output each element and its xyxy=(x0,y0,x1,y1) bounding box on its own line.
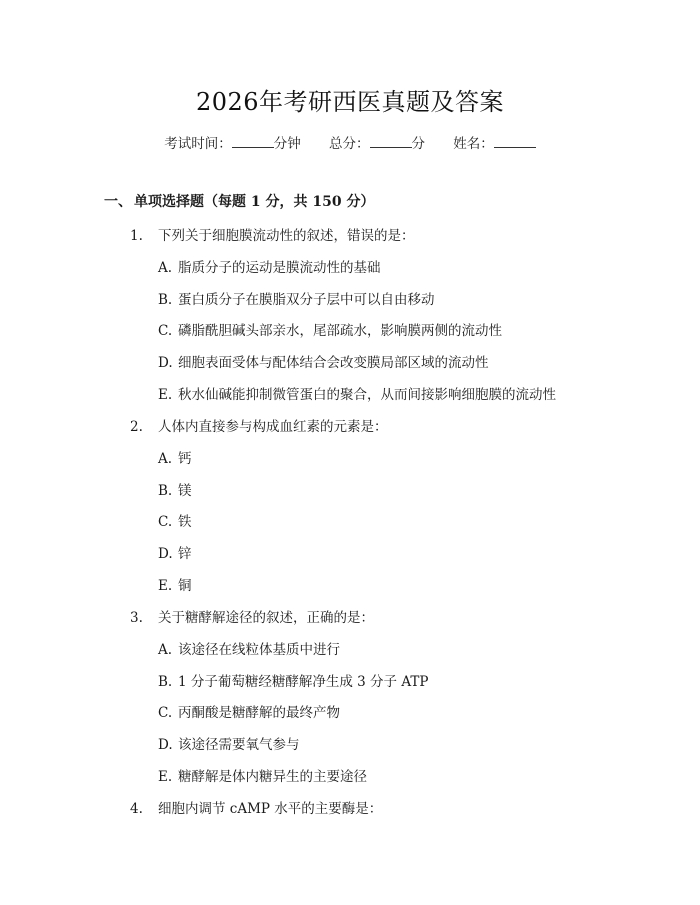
option-text: 铁 xyxy=(178,514,192,530)
question-stem: 人体内直接参与构成血红素的元素是： xyxy=(158,419,388,435)
exam-time-field xyxy=(164,132,301,152)
option-text: 该途径需要氧气参与 xyxy=(178,737,300,753)
option-letter: A. xyxy=(158,451,173,467)
option-letter: A. xyxy=(158,260,173,276)
question-stem: 细胞内调节 cAMP 水平的主要酶是： xyxy=(158,801,383,817)
question-1-option-e xyxy=(158,383,556,403)
name-label: 姓名： xyxy=(453,136,494,152)
option-text: 秋水仙碱能抑制微管蛋白的聚合，从而间接影响细胞膜的流动性 xyxy=(178,387,556,403)
question-2-option-d xyxy=(158,542,192,562)
question-2-option-b xyxy=(158,479,192,499)
question-3-option-a xyxy=(158,638,340,658)
option-letter: C. xyxy=(158,323,173,339)
option-text: 钙 xyxy=(178,451,192,467)
total-score-label: 总分： xyxy=(329,136,370,152)
total-score-blank xyxy=(370,135,412,148)
name-blank xyxy=(494,135,536,148)
option-letter: C. xyxy=(158,514,173,530)
option-letter: A. xyxy=(158,642,173,658)
section-heading xyxy=(104,191,374,211)
option-letter: D. xyxy=(158,355,173,371)
option-text: 细胞表面受体与配体结合会改变膜局部区域的流动性 xyxy=(178,355,489,371)
option-letter: E. xyxy=(158,578,173,594)
exam-time-blank xyxy=(232,135,274,148)
question-stem: 下列关于细胞膜流动性的叙述，错误的是： xyxy=(158,228,415,244)
question-2-option-a xyxy=(158,447,192,467)
section-title: 单项选择题（每题 1 分，共 150 分） xyxy=(134,194,375,210)
question-2 xyxy=(130,415,388,435)
page-title: 2026年考研西医真题及答案 xyxy=(195,88,505,116)
option-text: 该途径在线粒体基质中进行 xyxy=(178,642,340,658)
question-4 xyxy=(130,797,382,817)
exam-time-unit: 分钟 xyxy=(273,136,301,152)
question-1 xyxy=(130,224,415,244)
option-text: 脂质分子的运动是膜流动性的基础 xyxy=(178,260,381,276)
option-text: 蛋白质分子在膜脂双分子层中可以自由移动 xyxy=(178,292,435,308)
question-2-option-c xyxy=(158,510,192,530)
question-number: 1. xyxy=(130,228,143,244)
question-1-option-b xyxy=(158,288,435,308)
question-3-option-e xyxy=(158,765,367,785)
question-stem: 关于糖酵解途径的叙述，正确的是： xyxy=(158,610,374,626)
question-1-option-d xyxy=(158,351,489,371)
question-3 xyxy=(130,606,374,626)
option-letter: E. xyxy=(158,769,173,785)
option-text: 镁 xyxy=(178,483,192,499)
question-2-option-e xyxy=(158,574,192,594)
total-score-field xyxy=(329,132,425,152)
option-text: 1 分子葡萄糖经糖酵解净生成 3 分子 ATP xyxy=(178,674,429,690)
question-1-option-c xyxy=(158,319,502,339)
total-score-unit: 分 xyxy=(411,136,425,152)
question-3-option-d xyxy=(158,733,300,753)
question-3-option-c xyxy=(158,701,340,721)
exam-time-label: 考试时间： xyxy=(164,136,232,152)
option-text: 糖酵解是体内糖异生的主要途径 xyxy=(178,769,367,785)
question-1-option-a xyxy=(158,256,381,276)
option-letter: D. xyxy=(158,546,173,562)
section-number: 一、 xyxy=(104,194,132,210)
option-letter: B. xyxy=(158,674,173,690)
exam-meta xyxy=(0,132,700,152)
option-text: 铜 xyxy=(178,578,192,594)
option-letter: D. xyxy=(158,737,173,753)
question-number: 4. xyxy=(130,801,143,817)
option-letter: B. xyxy=(158,292,173,308)
option-letter: E. xyxy=(158,387,173,403)
question-3-option-b xyxy=(158,670,428,690)
option-text: 丙酮酸是糖酵解的最终产物 xyxy=(178,705,340,721)
option-letter: B. xyxy=(158,483,173,499)
name-field xyxy=(453,132,536,152)
option-text: 磷脂酰胆碱头部亲水，尾部疏水，影响膜两侧的流动性 xyxy=(178,323,502,339)
question-number: 3. xyxy=(130,610,143,626)
question-number: 2. xyxy=(130,419,143,435)
option-text: 锌 xyxy=(178,546,192,562)
option-letter: C. xyxy=(158,705,173,721)
